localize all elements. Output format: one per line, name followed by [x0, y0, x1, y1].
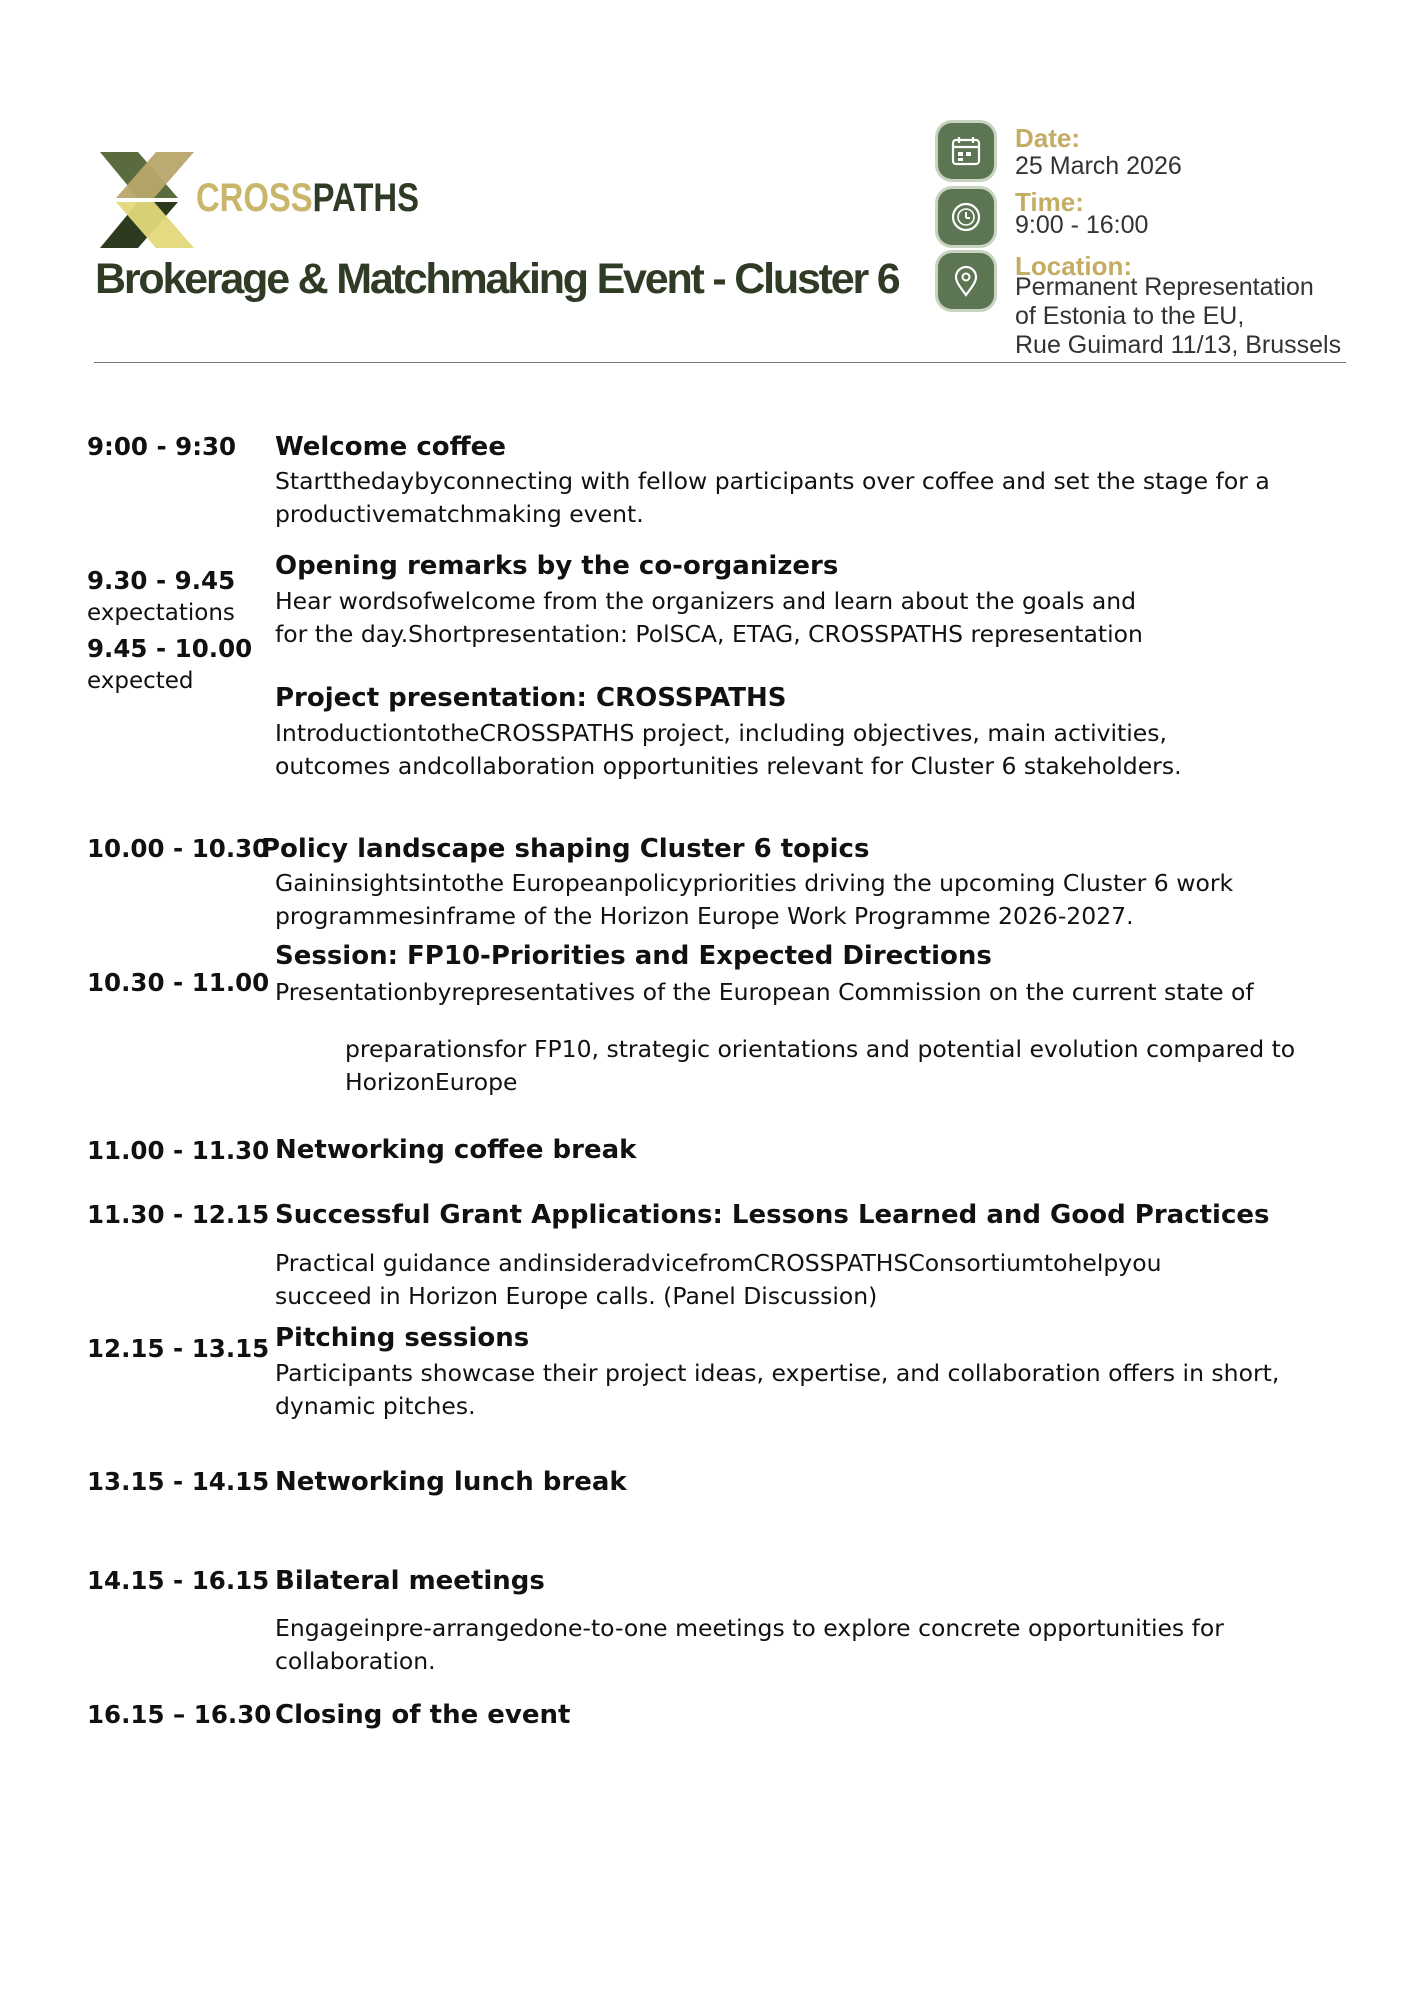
location-line-2: of Estonia to the EU,: [1015, 302, 1245, 330]
agenda-time: 9.30 - 9.45: [87, 566, 236, 595]
agenda-description: Participants showcase their project ideas, expertise, and collaboration offers in short, dynamic pitches.: [275, 1359, 1280, 1420]
agenda-title: Policy landscape shaping Cluster 6 topics: [261, 834, 870, 864]
location-label: Location:: [1015, 251, 1132, 281]
clock-icon: [938, 189, 994, 245]
agenda-description: Startthedaybyconnecting with fellow participants over coffee and set the stage for a productivematchmaking event.: [275, 467, 1270, 528]
agenda-description: Engageinpre-arrangedone-to-one meetings to explore concrete opportunities for collaboration.: [275, 1614, 1224, 1675]
agenda-description: Hear wordsofwelcome from the organizers and learn about the goals and for the day.Shortpresentation: PolSCA, ETAG, CROSSPATHS representation: [275, 587, 1143, 648]
agenda-time: 11.30 - 12.15: [87, 1200, 270, 1229]
agenda-time: 10.30 - 11.00: [87, 968, 270, 997]
location-line-3: Rue Guimard 11/13, Brussels: [1015, 331, 1342, 359]
location-line-1: Permanent Representation: [1015, 273, 1314, 301]
agenda-title: Bilateral meetings: [275, 1566, 545, 1596]
agenda-time: 12.15 - 13.15: [87, 1334, 270, 1363]
agenda-description: Practical guidance andinsideradvicefromCROSSPATHSConsortiumtohelpyou succeed in Horizon Europe calls. (Panel Discussion): [275, 1249, 1162, 1310]
agenda-title: Project presentation: CROSSPATHS: [275, 683, 787, 713]
calendar-icon: [938, 123, 994, 179]
time-value: 9:00 - 16:00: [1015, 211, 1149, 239]
agenda-time: 10.00 - 10.30: [87, 834, 270, 863]
agenda-description: Gaininsightsintothe Europeanpolicypriorities driving the upcoming Cluster 6 work programmesinframe of the Horizon Europe Work Programme 2026-2027.: [275, 869, 1234, 930]
agenda-time: 13.15 - 14.15: [87, 1467, 270, 1496]
agenda-time: 11.00 - 11.30: [87, 1136, 270, 1165]
date-value: 25 March 2026: [1015, 152, 1182, 180]
agenda-time: 9.45 - 10.00: [87, 634, 253, 663]
agenda-description-indented: preparationsfor FP10, strategic orientations and potential evolution compared to HorizonEurope: [345, 1035, 1296, 1096]
agenda-title: Networking coffee break: [275, 1135, 637, 1165]
agenda-description: Presentationbyrepresentatives of the European Commission on the current state of: [275, 978, 1254, 1006]
header-divider: [94, 362, 1346, 363]
agenda-title: Networking lunch break: [275, 1467, 627, 1497]
brand-wordmark: CROSSPATHS: [196, 176, 419, 220]
agenda-time: 9:00 - 9:30: [87, 432, 237, 461]
time-label: Time:: [1015, 187, 1084, 217]
date-label: Date:: [1015, 123, 1081, 153]
agenda-title: Opening remarks by the co-organizers: [275, 551, 839, 581]
event-title: Brokerage & Matchmaking Event - Cluster 6: [95, 255, 899, 303]
agenda-title: Session: FP10-Priorities and Expected Directions: [275, 941, 992, 971]
agenda-time: 14.15 - 16.15: [87, 1566, 270, 1595]
agenda-title: Welcome coffee: [275, 432, 506, 462]
agenda-time-note: expectations: [87, 600, 235, 626]
agenda-title: Pitching sessions: [275, 1323, 530, 1353]
agenda-title: Successful Grant Applications: Lessons Learned and Good Practices: [275, 1200, 1270, 1230]
agenda-description: IntroductiontotheCROSSPATHS project, including objectives, main activities, outcomes andcollaboration opportunities relevant for Cluster 6 stakeholders.: [275, 719, 1182, 780]
location-pin-icon: [938, 253, 994, 309]
agenda-time-note: expected: [87, 668, 194, 694]
agenda-title: Closing of the event: [275, 1700, 571, 1730]
agenda-time: 16.15 – 16.30: [87, 1700, 272, 1729]
